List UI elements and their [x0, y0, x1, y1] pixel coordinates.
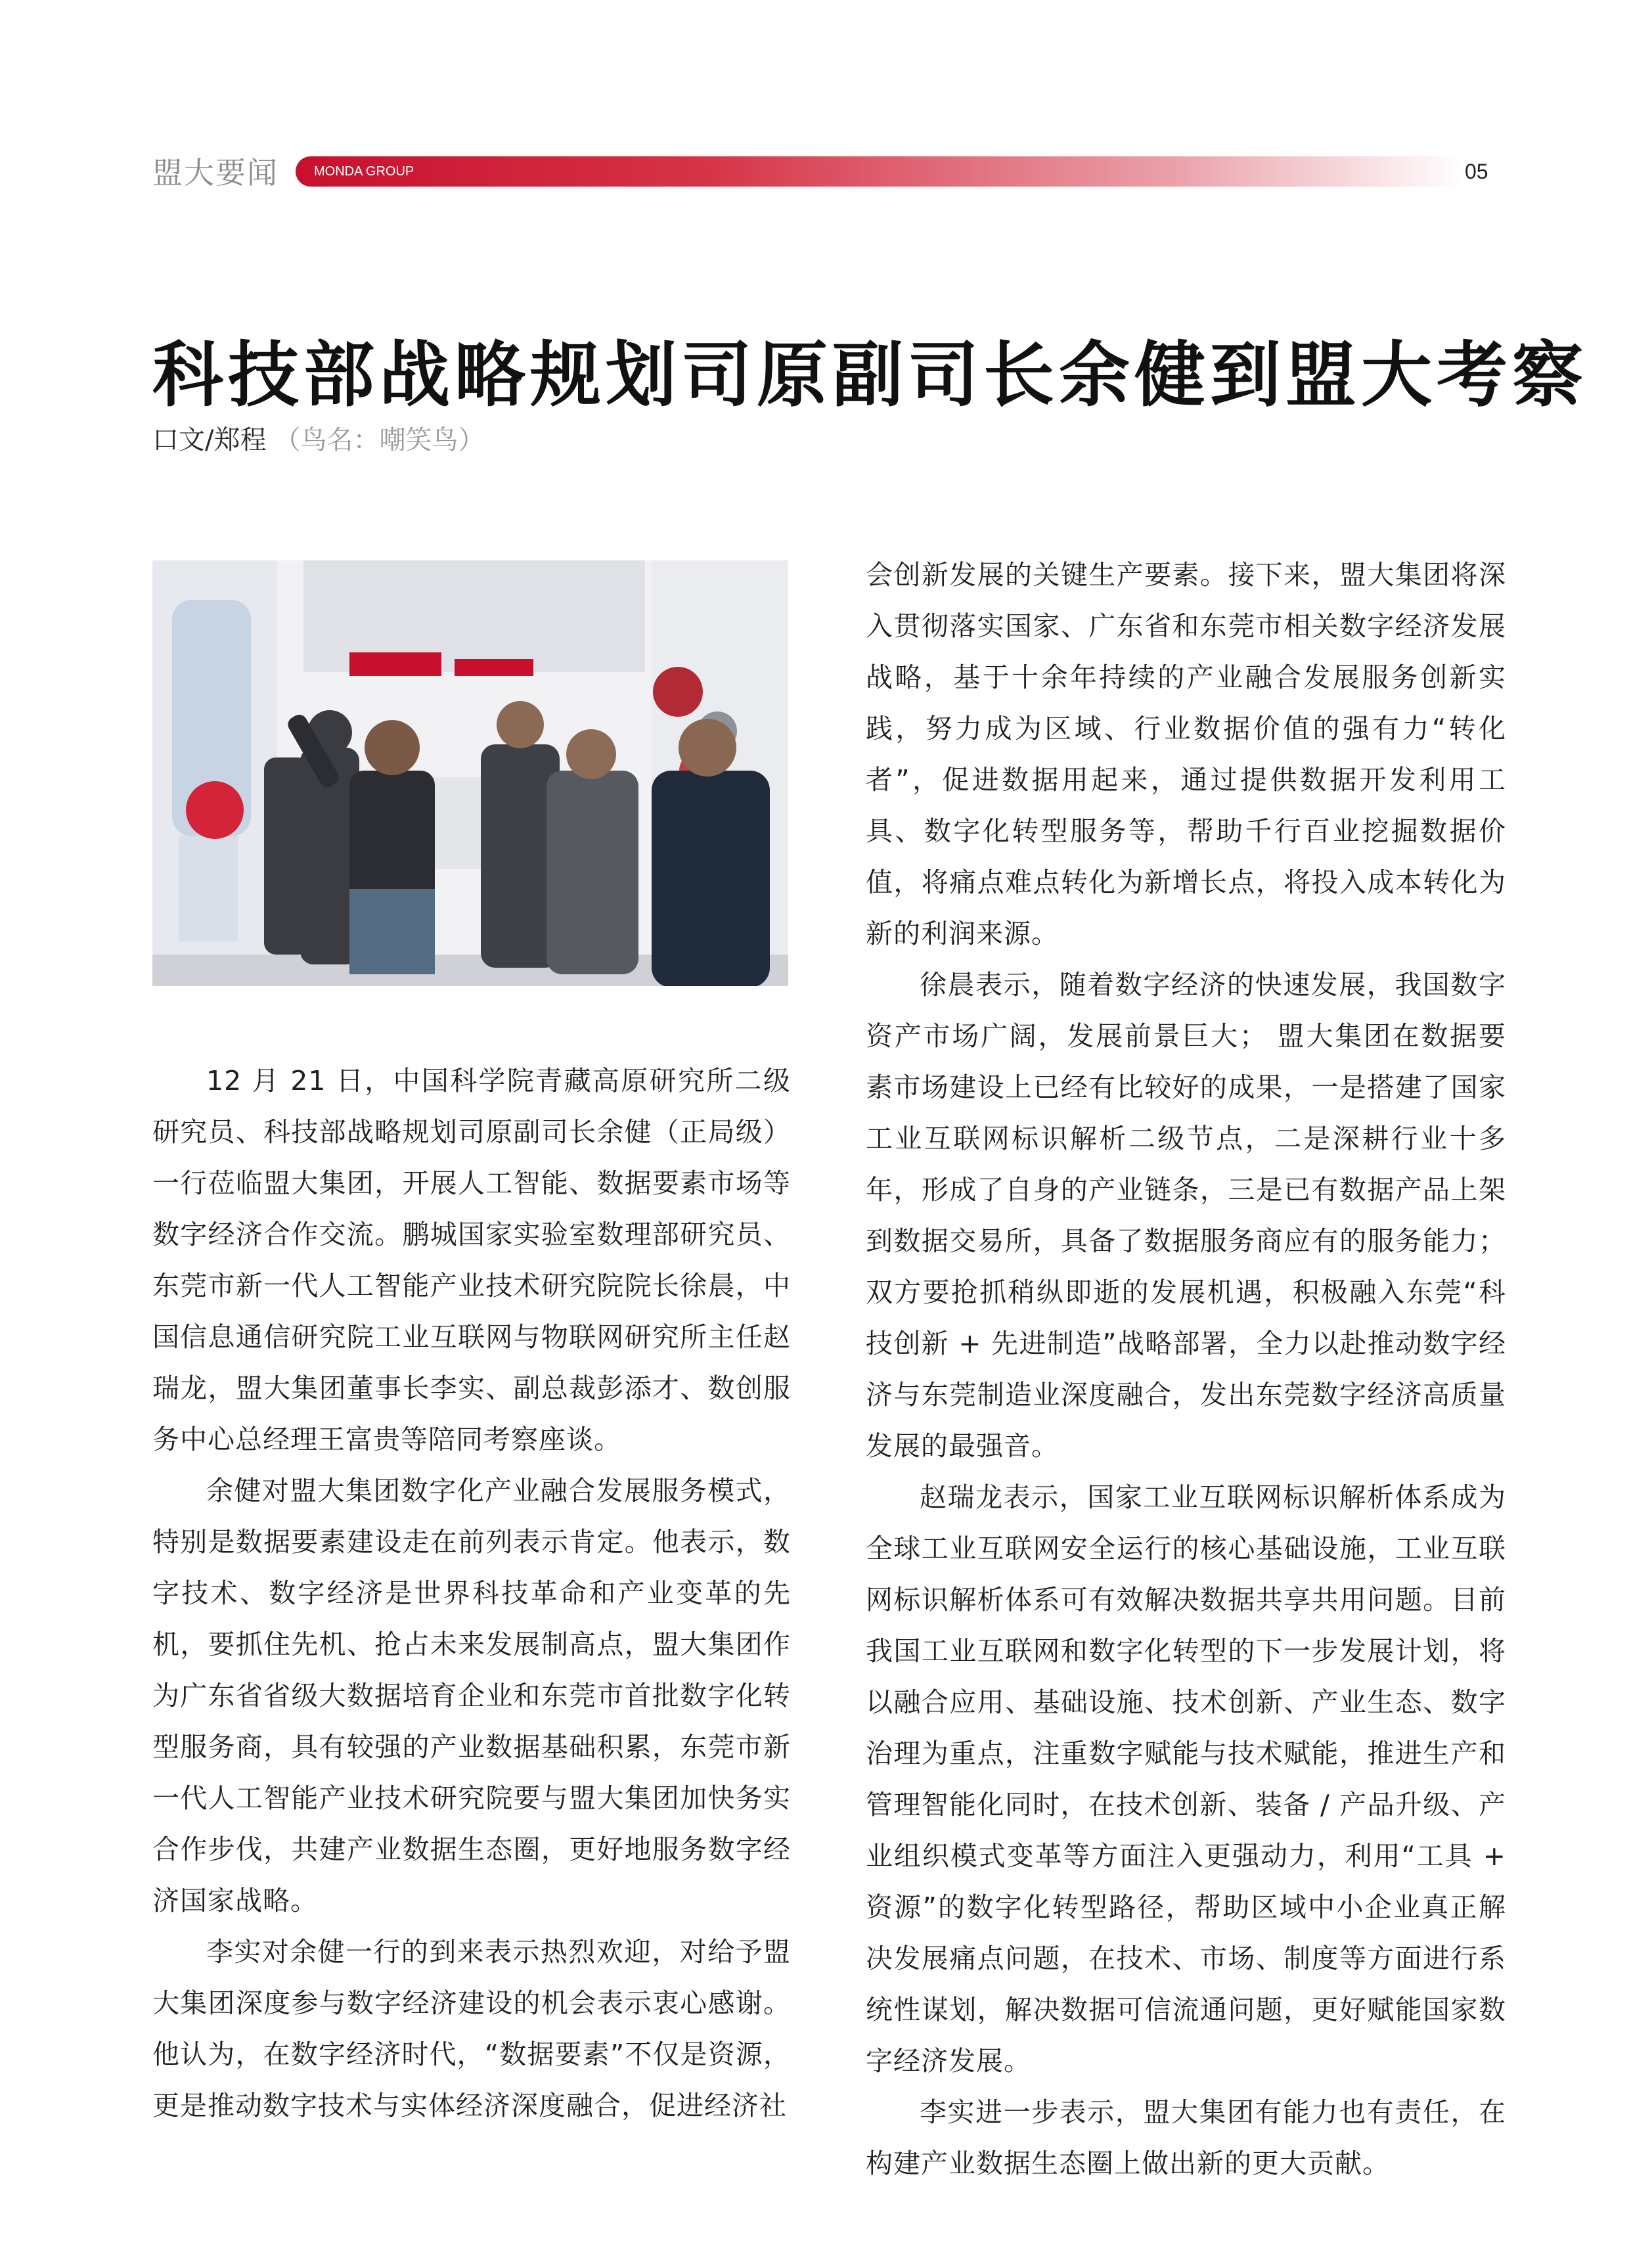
photo-icon	[152, 560, 788, 986]
left-column	[152, 1055, 791, 2131]
header-bar	[296, 156, 1465, 187]
brand-label: MONDA GROUP	[314, 164, 414, 179]
byline-alias: （鸟名：嘲笑鸟）	[274, 425, 485, 455]
page-number: 05	[1465, 160, 1488, 183]
byline-author: 口文/郑程	[152, 425, 267, 455]
paragraph: 赵瑞龙表示，国家工业互联网标识解析体系成为全球工业互联网安全运行的核心基础设施，工业互联网标识解析体系可有效解决数据共享共用问题。目前我国工业互联网和数字化转型的下一步发展计划，将以融合应用、基础设施、技术创新、产业生态、数字治理为重点，注重数字赋能与技术赋能，推进生产和管理智能化同时，在技术创新、装备 / 产品升级、产业组织模式变革等方面注入更强动力，利用“工具 + 资源”的数字化转型路径，帮助区域中小企业真正解决发展痛点问题，在技术、市场、制度等方面进行系统性谋划，解决数据可信流通问题，更好赋能国家数字经济发展。	[866, 1481, 1506, 2077]
section-label: 盟大要闻	[152, 155, 279, 191]
paragraph: 李实进一步表示，盟大集团有能力也有责任，在构建产业数据生态圈上做出新的更大贡献。	[866, 2096, 1506, 2179]
paragraph: 会创新发展的关键生产要素。接下来，盟大集团将深入贯彻落实国家、广东省和东莞市相关数字经济发展战略，基于十余年持续的产业融合发展服务创新实践，努力成为区域、行业数据价值的强有力“转化者”，促进数据用起来，通过提供数据开发利用工具、数字化转型服务等，帮助千行百业挖掘数据价值，将痛点难点转化为新增长点，将投入成本转化为新的利润来源。	[866, 559, 1506, 949]
paragraph: 余健对盟大集团数字化产业融合发展服务模式，特别是数据要素建设走在前列表示肯定。他表示，数字技术、数字经济是世界科技革命和产业变革的先机，要抓住先机、抢占未来发展制高点，盟大集团作为广东省省级大数据培育企业和东莞市首批数字化转型服务商，具有较强的产业数据基础积累，东莞市新一代人工智能产业技术研究院要与盟大集团加快务实合作步伐，共建产业数据生态圈，更好地服务数字经济国家战略。	[152, 1475, 791, 1916]
paragraph: 徐晨表示，随着数字经济的快速发展，我国数字资产市场广阔，发展前景巨大； 盟大集团在数据要素市场建设上已经有比较好的成果，一是搭建了国家工业互联网标识解析二级节点，二是深耕行业十多年，形成了自身的产业链条，三是已有数据产品上架到数据交易所，具备了数据服务商应有的服务能力； 双方要抢抓稍纵即逝的发展机遇，积极融入东莞“科技创新 + 先进制造”战略部署，全力以赴推动数字经济与东莞制造业深度融合，发出东莞数字经济高质量发展的最强音。	[866, 969, 1506, 1462]
article-photo	[152, 560, 788, 986]
paragraph: 12 月 21 日，中国科学院青藏高原研究所二级研究员、科技部战略规划司原副司长余健（正局级）一行莅临盟大集团，开展人工智能、数据要素市场等数字经济合作交流。鹏城国家实验室数理部研究员、东莞市新一代人工智能产业技术研究院院长徐晨，中国信息通信研究院工业互联网与物联网研究所主任赵瑞龙，盟大集团董事长李实、副总裁彭添才、数创服务中心总经理王富贵等陪同考察座谈。	[152, 1065, 791, 1455]
paragraph: 李实对余健一行的到来表示热烈欢迎，对给予盟大集团深度参与数字经济建设的机会表示衷心感谢。他认为，在数字经济时代，“数据要素”不仅是资源，更是推动数字技术与实体经济深度融合，促进经济社	[152, 1936, 791, 2121]
byline	[152, 420, 484, 460]
article-title: 科技部战略规划司原副司长余健到盟大考察	[152, 334, 1588, 417]
right-column	[866, 549, 1506, 2189]
